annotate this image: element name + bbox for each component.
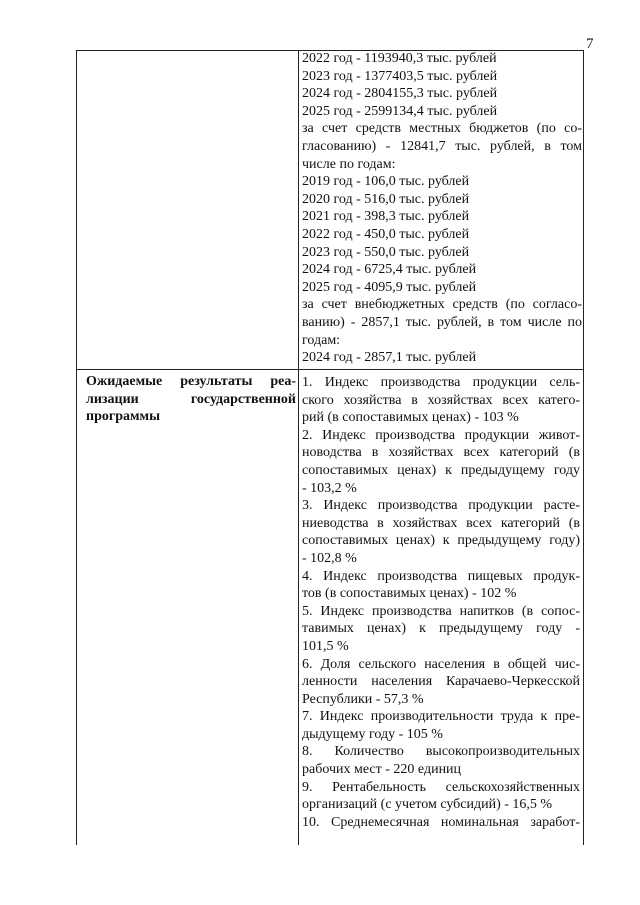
funding-line: 2024 год - 2857,1 тыс. рублей [302,350,477,366]
funding-line: 2024 год - 2804155,3 тыс. рублей [302,86,498,102]
results-line: 1. Индекс производства продукции сель- [302,375,580,390]
table-right-border [583,50,584,845]
results-line: 8. Количество высокопроизводительных [302,744,580,760]
results-line: тов (в сопоставимых ценах) - 102 % [302,586,517,602]
funding-cell [302,50,582,367]
results-line: 9. Рентабельность сельскохозяйственных [302,779,580,795]
funding-line: 2022 год - 450,0 тыс. рублей [302,226,470,242]
funding-line: ванию) - 2857,1 тыс. рублей, в том числе по [302,314,582,330]
results-line: ниеводства в хозяйствах всех категорий (в [302,515,580,531]
results-line: 101,5 % [302,638,349,654]
results-header-line: Ожидаемые результаты реа- [86,374,296,389]
funding-line: 2025 год - 4095,9 тыс. рублей [302,279,477,295]
results-line: сопоставимых ценах) к предыдущему году [302,462,580,478]
results-header-line: программы [86,409,160,425]
funding-line: 2019 год - 106,0 тыс. рублей [302,174,470,190]
table-column-divider [298,50,299,845]
results-line: 4. Индекс производства пищевых продук- [302,568,580,584]
results-line: - 102,8 % [302,550,357,566]
results-line: ского хозяйства в хозяйствах всех катего- [302,392,580,408]
results-line: 2. Индекс производства продукции живот- [302,427,580,443]
results-line: тавимых ценах) к предыдущему году - [302,621,580,637]
funding-line: 2023 год - 550,0 тыс. рублей [302,244,470,260]
passport-table [76,50,584,845]
funding-line: 2021 год - 398,3 тыс. рублей [302,209,470,225]
table-row-divider [76,369,584,370]
funding-line: 2023 год - 1377403,5 тыс. рублей [302,68,498,84]
results-line: 10. Среднемесячная номинальная заработ- [302,814,580,830]
funding-line: числе по годам: [302,156,396,172]
funding-line: гласованию) - 12841,7 тыс. рублей, в том [302,138,582,154]
funding-line: 2022 год - 1193940,3 тыс. рублей [302,51,497,66]
results-line: 3. Индекс производства продукции расте- [302,498,580,514]
results-cell [302,374,580,831]
funding-line: 2025 год - 2599134,4 тыс. рублей [302,103,498,119]
results-line: дыдущему году - 105 % [302,726,443,742]
funding-line: годам: [302,332,341,348]
results-section-header [86,373,296,426]
table-left-border [76,50,77,845]
results-line: организаций (с учетом субсидий) - 16,5 % [302,797,553,813]
results-line: 5. Индекс производства напитков (в сопос- [302,603,580,619]
results-line: 6. Доля сельского населения в общей чис- [302,656,580,672]
funding-line: 2020 год - 516,0 тыс. рублей [302,191,470,207]
funding-line: за счет средств местных бюджетов (по со- [302,121,582,137]
results-line: - 103,2 % [302,480,357,496]
funding-line: 2024 год - 6725,4 тыс. рублей [302,262,477,278]
page-number: 7 [586,36,594,52]
funding-line: за счет внебюджетных средств (по согласо- [302,297,582,313]
results-line: рий (в сопоставимых ценах) - 103 % [302,410,519,426]
results-line: сопоставимых ценах) к предыдущему году) [302,533,580,549]
results-line: ленности населения Карачаево-Черкесской [302,674,580,690]
results-header-line: лизации государственной [86,391,296,407]
results-line: Республики - 57,3 % [302,691,424,707]
results-line: новодства в хозяйствах всех категорий (в [302,445,580,461]
results-line: рабочих мест - 220 единиц [302,762,462,778]
results-line: 7. Индекс производительности труда к пре- [302,709,580,725]
